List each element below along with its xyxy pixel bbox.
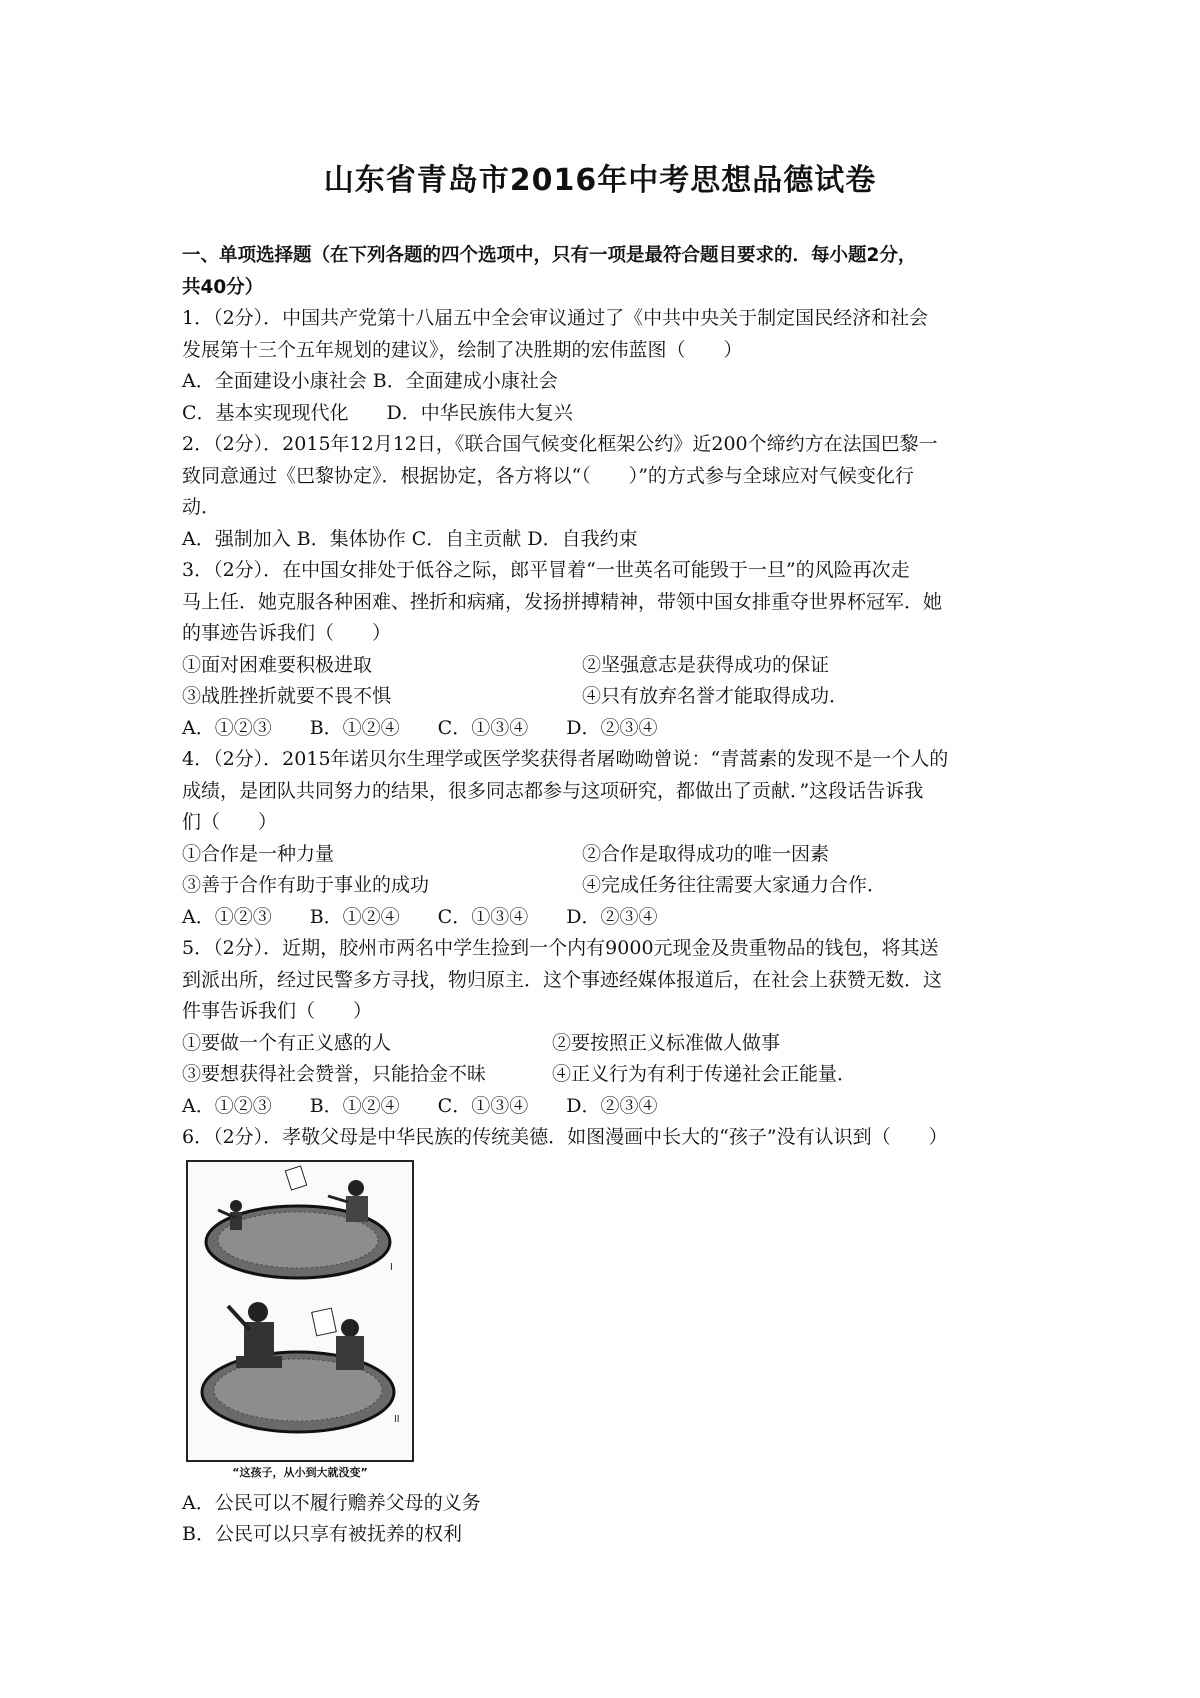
statement-row [182,681,1027,713]
answer-options: A．①②③ B．①②④ C．①③④ D．②③④ [182,716,658,739]
question-text: 发展第十三个五年规划的建议》，绘制了决胜期的宏伟蓝图（ ） [182,338,743,361]
comic-illustration [186,1160,414,1482]
statement: ①面对困难要积极进取 [182,653,373,676]
question-text: 件事告诉我们（ ） [182,1000,373,1022]
question-6 [182,1122,1027,1551]
question-text: 致同意通过《巴黎协定》．根据协定，各方将以“（ ）”的方式参与全球应对气候变化行 [182,464,914,487]
statement: ③战胜挫折就要不畏不惧 [182,685,392,707]
statement-row [182,870,1027,902]
question-text: 6．（2分）．孝敬父母是中华民族的传统美德．如图漫画中长大的“孩子”没有认识到（ ） [182,1126,948,1148]
statement-row [182,650,1027,682]
question-text: 的事迹告诉我们（ ） [182,622,392,644]
statement-row [182,839,1027,871]
question-text: 5．（2分）．近期，胶州市两名中学生捡到一个内有9000元现金及贵重物品的钱包，将其送 [182,937,939,959]
question-text: 1．（2分）．中国共产党第十八届五中全会审议通过了《中共中央关于制定国民经济和社会 [182,307,929,329]
answer-options: A．全面建设小康社会 B．全面建成小康社会 [182,370,558,392]
question-4 [182,744,1027,933]
statement: ③要想获得社会赞誉，只能拾金不昧 [182,1063,487,1085]
statement: ②要按照正义标准做人做事 [552,1031,781,1054]
question-2 [182,429,1027,555]
exam-content [182,240,1027,1551]
section-heading [182,240,1027,303]
svg-text:II: II [394,1413,400,1425]
section-heading-line: 共40分） [182,276,264,298]
statement-row [182,1059,1027,1091]
statement-row [182,1028,1027,1060]
answer-options: A．强制加入 B．集体协作 C．自主贡献 D．自我约束 [182,527,638,550]
question-text: 们（ ） [182,811,278,833]
section-heading-line: 一、单项选择题（在下列各题的四个选项中，只有一项是最符合题目要求的．每小题2分， [182,245,917,266]
statement: ②合作是取得成功的唯一因素 [582,842,830,865]
statement: ①要做一个有正义感的人 [182,1031,392,1054]
question-text: 3．（2分）．在中国女排处于低谷之际，郎平冒着“一世英名可能毁于一旦”的风险再次走 [182,559,910,581]
answer-option-b: B．公民可以只享有被抚养的权利 [182,1523,462,1545]
statement: ④只有放弃名誉才能取得成功． [582,685,849,707]
page-title: 山东省青岛市2016年中考思想品德试卷 [323,163,877,198]
answer-option-a: A．公民可以不履行赡养父母的义务 [182,1491,481,1514]
question-text: 4．（2分）．2015年诺贝尔生理学或医学奖获得者屠呦呦曾说：“青蒿素的发现不是一个人的 [182,748,949,770]
svg-text:I: I [390,1261,393,1273]
question-text: 到派出所，经过民警多方寻找，物归原主．这个事迹经媒体报道后，在社会上获赞无数．这 [182,968,943,991]
answer-options: A．①②③ B．①②④ C．①③④ D．②③④ [182,1094,658,1117]
comic-caption: “这孩子，从小到大就没变” [232,1465,368,1479]
answer-options: A．①②③ B．①②④ C．①③④ D．②③④ [182,905,658,928]
question-text: 2．（2分）．2015年12月12日，《联合国气候变化框架公约》近200个缔约方在法国巴黎一 [182,433,938,455]
question-text: 动． [182,496,221,518]
question-5 [182,933,1027,1122]
statement: ④完成任务往往需要大家通力合作． [582,874,887,896]
answer-options: C．基本实现现代化 D．中华民族伟大复兴 [182,401,573,424]
statement: ④正义行为有利于传递社会正能量． [552,1063,857,1085]
question-1 [182,303,1027,429]
statement: ①合作是一种力量 [182,842,335,865]
question-text: 马上任．她克服各种困难、挫折和病痛，发扬拼搏精神，带领中国女排重夺世界杯冠军．她 [182,590,943,613]
question-text: 成绩，是团队共同努力的结果，很多同志都参与这项研究，都做出了贡献．”这段话告诉我 [182,779,924,802]
question-3 [182,555,1027,744]
statement: ②坚强意志是获得成功的保证 [582,653,830,676]
statement: ③善于合作有助于事业的成功 [182,874,430,896]
